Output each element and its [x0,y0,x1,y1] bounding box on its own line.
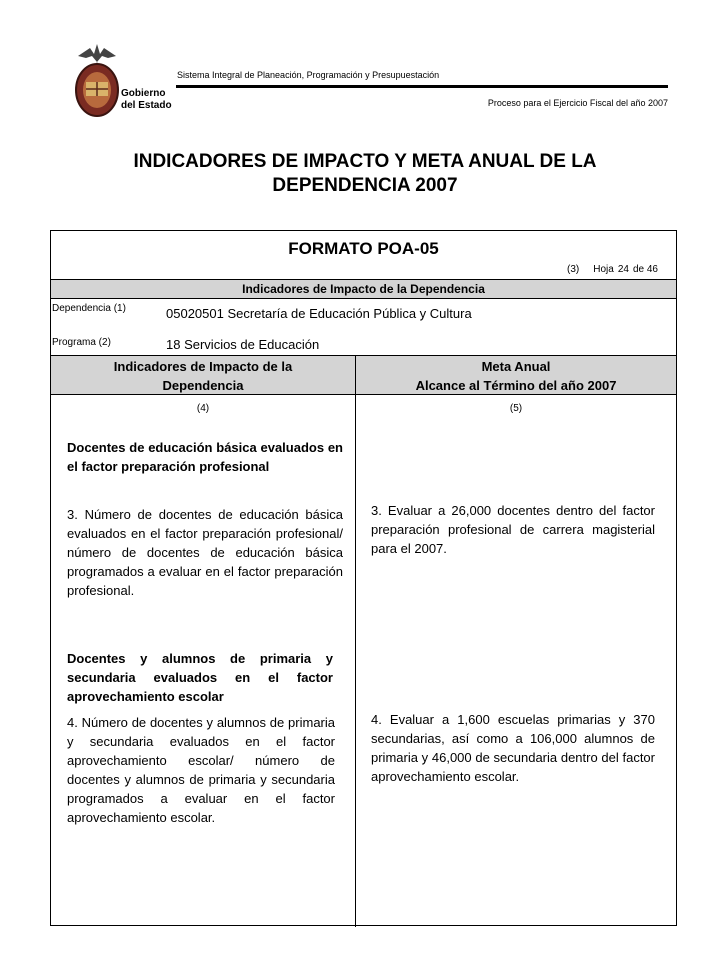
government-label [121,88,172,112]
column-header-bar [51,355,676,395]
indicator-formula: 4. Número de docentes y alumnos de primaria y secundaria evaluados en el factor aprovechamiento escolar/ número de docentes y alumnos de primaria y secundaria programados a evaluar en el factor aprovechamiento escolar. [67,715,335,825]
sheet-total: de 46 [632,264,658,275]
sheet-label: Hoja [593,264,614,275]
indicator-heading: Docentes de educación básica evaluados en el factor preparación profesional [67,440,343,474]
programa-value: 18 Servicios de Educación [166,337,320,352]
col2-header-line-2: Alcance al Término del año 2007 [415,378,617,393]
section-title-bar: Indicadores de Impacto de la Dependencia [51,279,676,299]
title-line-1: INDICADORES DE IMPACTO Y META ANUAL DE LA [133,151,597,172]
col1-number: (4) [196,403,210,414]
title-line-2: DEPENDENCIA 2007 [272,175,458,196]
poa-form [50,230,677,926]
col2-header [356,357,676,395]
col2-number: (5) [509,403,523,414]
col2-header-line-1: Meta Anual [481,359,551,374]
col1-header [51,357,355,395]
sheet-ref: (3) [567,264,580,275]
process-label: Proceso para el Ejercicio Fiscal del año 2007 [487,98,668,108]
indicator-goal: 3. Evaluar a 26,000 docentes dentro del factor preparación profesional de carrera magisterial para el 2007. [371,503,655,556]
dependencia-label: Dependencia (1) [52,303,126,314]
dependencia-value: 05020501 Secretaría de Educación Pública y Cultura [166,306,472,321]
state-seal-logo [72,42,122,120]
system-name: Sistema Integral de Planeación, Programación y Presupuestación [177,70,440,80]
indicator-goal: 4. Evaluar a 1,600 escuelas primarias y 370 secundarias, así como a 106,000 alumnos de primaria y 46,000 de secundaria dentro del factor aprovechamiento escolar. [371,712,655,784]
page-title [60,150,670,198]
column-divider [355,355,356,927]
indicator-heading: Docentes y alumnos de primaria y secundaria evaluados en el factor aprovechamiento escolar [67,651,333,704]
sheet-indicator [553,264,658,275]
header-divider [176,85,668,88]
col1-header-line-1: Indicadores de Impacto de la [113,359,293,374]
form-title: FORMATO POA-05 [288,239,439,258]
col1-header-line-2: Dependencia [162,378,244,393]
gov-line-1: Gobierno [121,88,166,99]
gov-line-2: del Estado [121,100,172,111]
indicator-formula: 3. Número de docentes de educación básica evaluados en el factor preparación profesional/ número de docentes de educación básica programados a evaluar en el factor preparación profesional. [67,507,343,598]
programa-label: Programa (2) [52,337,111,348]
sheet-number: 24 [617,264,629,275]
